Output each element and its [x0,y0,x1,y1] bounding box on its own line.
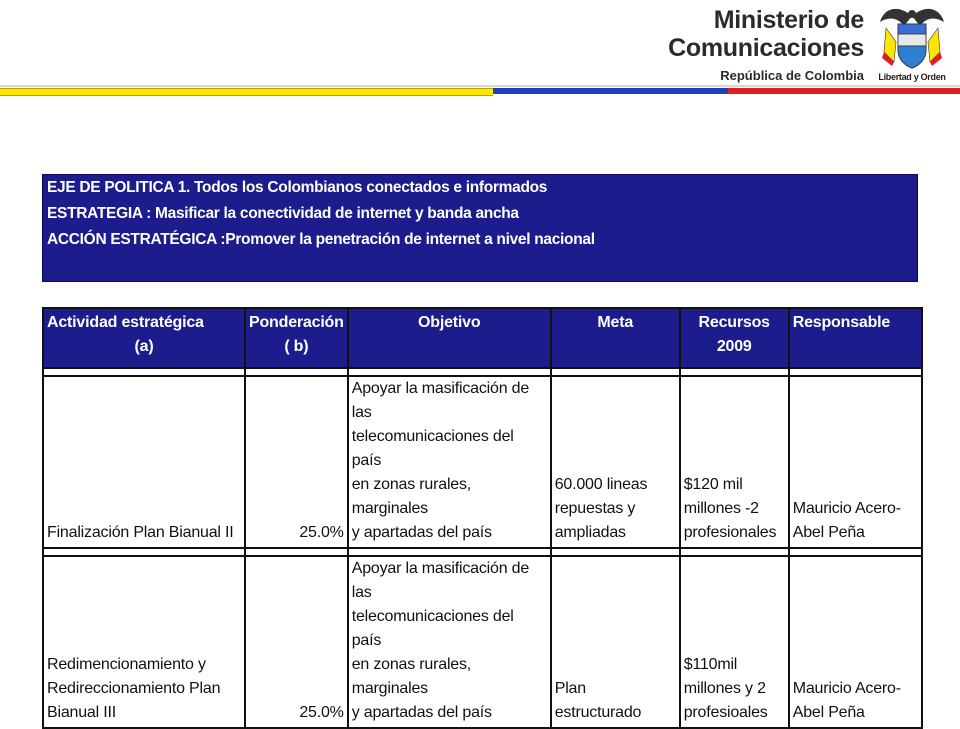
policy-strategy: ESTRATEGIA : Masificar la conectividad de internet y banda ancha [47,205,519,222]
cell-line: Abel Peña [792,524,865,541]
ministry-line1: Ministerio de [713,6,864,34]
cell-ponderacion: 25.0% [245,376,348,548]
table-spacer [43,548,922,556]
header-ponderacion [245,308,348,368]
cell-line: Apoyar la masificación de las [351,380,530,421]
motto-label: Libertad y Orden [878,72,946,82]
cell-line: $110mil [683,656,738,673]
policy-box [42,174,918,282]
header-objetivo: Objetivo [348,308,551,368]
cell-line: Mauricio Acero- [792,680,901,697]
header-actividad-label: Actividad estratégica [47,314,204,331]
activities-table [42,307,923,729]
cell-line: Bianual III [47,704,116,721]
header-ponderacion-label: Ponderación [249,314,344,331]
cell-meta [551,556,680,728]
cell-line: Redimencionamiento y [47,656,206,673]
cell-line: profesionales [683,524,777,541]
cell-line: telecomunicaciones del país [351,608,514,649]
cell-line: Abel Peña [792,704,865,721]
cell-line: Apoyar la masificación de las [351,560,530,601]
cell-responsable [789,556,922,728]
cell-line: ampliadas [554,524,626,541]
cell-line: millones -2 [683,500,759,517]
ministry-line2: Comunicaciones [668,34,864,62]
country-name: República de Colombia [720,68,864,83]
header-actividad-sub: (a) [134,338,154,355]
cell-line: $120 mil [683,476,743,493]
cell-responsable [789,376,922,548]
cell-line: Mauricio Acero- [792,500,901,517]
cell-line: profesioales [683,704,768,721]
cell-actividad [43,556,245,728]
cell-recursos [680,556,789,728]
cell-ponderacion: 25.0% [245,556,348,728]
policy-action: ACCIÓN ESTRATÉGICA :Promover la penetración de internet a nivel nacional [47,231,595,248]
table-spacer [43,368,922,376]
flag-stripe-red [728,88,960,94]
header-recursos-sub: 2009 [716,338,752,355]
header-actividad [43,308,245,368]
header-responsable: Responsable [789,308,922,368]
cell-line: y apartadas del país [351,704,492,721]
header-recursos [680,308,789,368]
cell-line: Redireccionamiento Plan [47,680,221,697]
cell-objetivo [348,376,551,548]
cell-actividad: Finalización Plan Bianual II [43,376,245,548]
table-row [43,556,922,728]
table-header-row [43,308,922,368]
cell-line: en zonas rurales, marginales [351,476,472,517]
cell-line: en zonas rurales, marginales [351,656,472,697]
cell-line: 60.000 lineas [554,476,648,493]
cell-line: millones y 2 [683,680,766,697]
cell-line: y apartadas del país [351,524,492,541]
cell-line: Plan estructurado [554,680,642,721]
cell-recursos [680,376,789,548]
table-row [43,376,922,548]
header-recursos-label: Recursos [698,314,770,331]
policy-axis: EJE DE POLITICA 1. Todos los Colombianos conectados e informados [47,179,548,196]
cell-line: repuestas y [554,500,636,517]
cell-line: telecomunicaciones del país [351,428,514,469]
header-rule [0,85,960,87]
ministry-title [668,6,864,86]
cell-objetivo [348,556,551,728]
header-ponderacion-sub: ( b) [284,338,309,355]
flag-stripe-blue [493,88,728,94]
header-meta: Meta [551,308,680,368]
flag-stripe-yellow [0,88,493,96]
cell-meta [551,376,680,548]
